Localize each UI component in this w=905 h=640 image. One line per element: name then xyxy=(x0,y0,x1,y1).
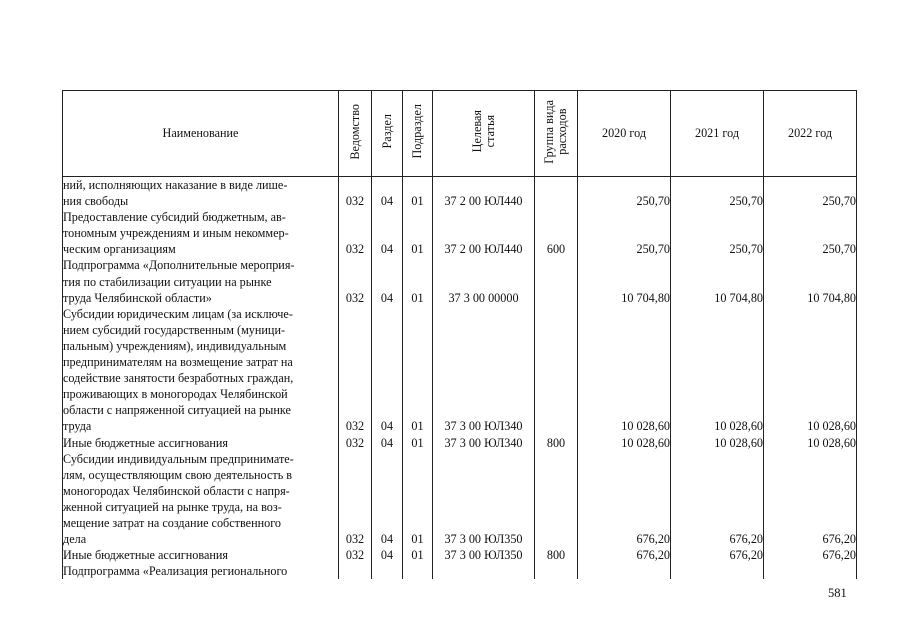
cell-subsection: 01 xyxy=(403,209,433,257)
cell-exp-group xyxy=(535,306,578,435)
cell-2020: 10 028,60 xyxy=(578,306,671,435)
cell-subsection: 01 xyxy=(403,435,433,451)
cell-section: 04 xyxy=(372,451,403,548)
cell-exp-group xyxy=(535,563,578,579)
budget-table xyxy=(62,90,857,579)
cell-subsection: 01 xyxy=(403,177,433,210)
cell-2020: 250,70 xyxy=(578,177,671,210)
cell-2022 xyxy=(764,563,857,579)
cell-2021: 250,70 xyxy=(671,177,764,210)
cell-2021: 10 028,60 xyxy=(671,306,764,435)
cell-exp-group xyxy=(535,177,578,210)
table-header-row xyxy=(63,91,857,177)
cell-dept: 032 xyxy=(339,209,372,257)
cell-target: 37 2 00 ЮЛ440 xyxy=(433,177,535,210)
header-2020: 2020 год xyxy=(578,91,671,177)
cell-target: 37 3 00 ЮЛ340 xyxy=(433,306,535,435)
cell-exp-group xyxy=(535,257,578,305)
cell-2020: 250,70 xyxy=(578,209,671,257)
cell-2022: 250,70 xyxy=(764,177,857,210)
table-row xyxy=(63,209,857,257)
cell-dept: 032 xyxy=(339,451,372,548)
cell-name: Подпрограмма «Дополнительные мероприя- тия по стабилизации ситуации на рынке труда Челябинской области» xyxy=(63,257,339,305)
cell-target: 37 2 00 ЮЛ440 xyxy=(433,209,535,257)
cell-section: 04 xyxy=(372,435,403,451)
cell-2020: 676,20 xyxy=(578,547,671,563)
table-row xyxy=(63,306,857,435)
cell-name: Подпрограмма «Реализация регионального xyxy=(63,563,339,579)
cell-dept xyxy=(339,563,372,579)
cell-subsection: 01 xyxy=(403,547,433,563)
cell-section: 04 xyxy=(372,306,403,435)
header-section: Раздел xyxy=(372,91,403,177)
header-dept: Ведомство xyxy=(339,91,372,177)
cell-dept: 032 xyxy=(339,257,372,305)
cell-name: ний, исполняющих наказание в виде лише- ния свободы xyxy=(63,177,339,210)
cell-2022: 10 704,80 xyxy=(764,257,857,305)
cell-section: 04 xyxy=(372,177,403,210)
table-row xyxy=(63,563,857,579)
cell-dept: 032 xyxy=(339,435,372,451)
cell-section: 04 xyxy=(372,209,403,257)
cell-exp-group xyxy=(535,451,578,548)
cell-name: Предоставление субсидий бюджетным, ав- тономным учреждениям и иным некоммер- ческим организациям xyxy=(63,209,339,257)
cell-dept: 032 xyxy=(339,306,372,435)
cell-name: Субсидии индивидуальным предпринимате- лям, осуществляющим свою деятельность в моногородах Челябинской области с напря- женной ситуацией на рынке труда, на воз- мещение затрат на создание собственного дела xyxy=(63,451,339,548)
header-subsection: Подраздел xyxy=(403,91,433,177)
cell-dept: 032 xyxy=(339,547,372,563)
header-exp-group: Группа вида расходов xyxy=(535,91,578,177)
cell-exp-group: 600 xyxy=(535,209,578,257)
cell-2022: 250,70 xyxy=(764,209,857,257)
cell-dept: 032 xyxy=(339,177,372,210)
cell-exp-group: 800 xyxy=(535,435,578,451)
table-row xyxy=(63,435,857,451)
cell-2021: 10 704,80 xyxy=(671,257,764,305)
table-row xyxy=(63,547,857,563)
header-2022: 2022 год xyxy=(764,91,857,177)
cell-2021: 250,70 xyxy=(671,209,764,257)
table-row xyxy=(63,257,857,305)
cell-name: Субсидии юридическим лицам (за исключе- нием субсидий государственным (муници- пальным) учреждениям), индивидуальным предпринимателям на возмещение затрат на содействие занятости безработных граждан, проживающих в моногородах Челябинской области с напряженной ситуацией на рынке труда xyxy=(63,306,339,435)
cell-2022: 10 028,60 xyxy=(764,435,857,451)
cell-target xyxy=(433,563,535,579)
cell-section: 04 xyxy=(372,547,403,563)
header-target: Целевая статья xyxy=(433,91,535,177)
cell-2022: 676,20 xyxy=(764,451,857,548)
cell-2021: 676,20 xyxy=(671,451,764,548)
cell-subsection: 01 xyxy=(403,306,433,435)
cell-name: Иные бюджетные ассигнования xyxy=(63,547,339,563)
cell-subsection: 01 xyxy=(403,451,433,548)
cell-section: 04 xyxy=(372,257,403,305)
cell-2021: 10 028,60 xyxy=(671,435,764,451)
cell-2020: 676,20 xyxy=(578,451,671,548)
cell-2020: 10 704,80 xyxy=(578,257,671,305)
cell-2020: 10 028,60 xyxy=(578,435,671,451)
cell-2022: 676,20 xyxy=(764,547,857,563)
cell-section xyxy=(372,563,403,579)
header-name: Наименование xyxy=(63,91,339,177)
table-row xyxy=(63,451,857,548)
cell-exp-group: 800 xyxy=(535,547,578,563)
page-number: 581 xyxy=(828,586,847,600)
table-row xyxy=(63,177,857,210)
cell-target: 37 3 00 00000 xyxy=(433,257,535,305)
cell-2021 xyxy=(671,563,764,579)
cell-subsection xyxy=(403,563,433,579)
cell-subsection: 01 xyxy=(403,257,433,305)
cell-2021: 676,20 xyxy=(671,547,764,563)
header-2021: 2021 год xyxy=(671,91,764,177)
cell-target: 37 3 00 ЮЛ350 xyxy=(433,451,535,548)
cell-name: Иные бюджетные ассигнования xyxy=(63,435,339,451)
cell-2022: 10 028,60 xyxy=(764,306,857,435)
cell-2020 xyxy=(578,563,671,579)
cell-target: 37 3 00 ЮЛ340 xyxy=(433,435,535,451)
cell-target: 37 3 00 ЮЛ350 xyxy=(433,547,535,563)
